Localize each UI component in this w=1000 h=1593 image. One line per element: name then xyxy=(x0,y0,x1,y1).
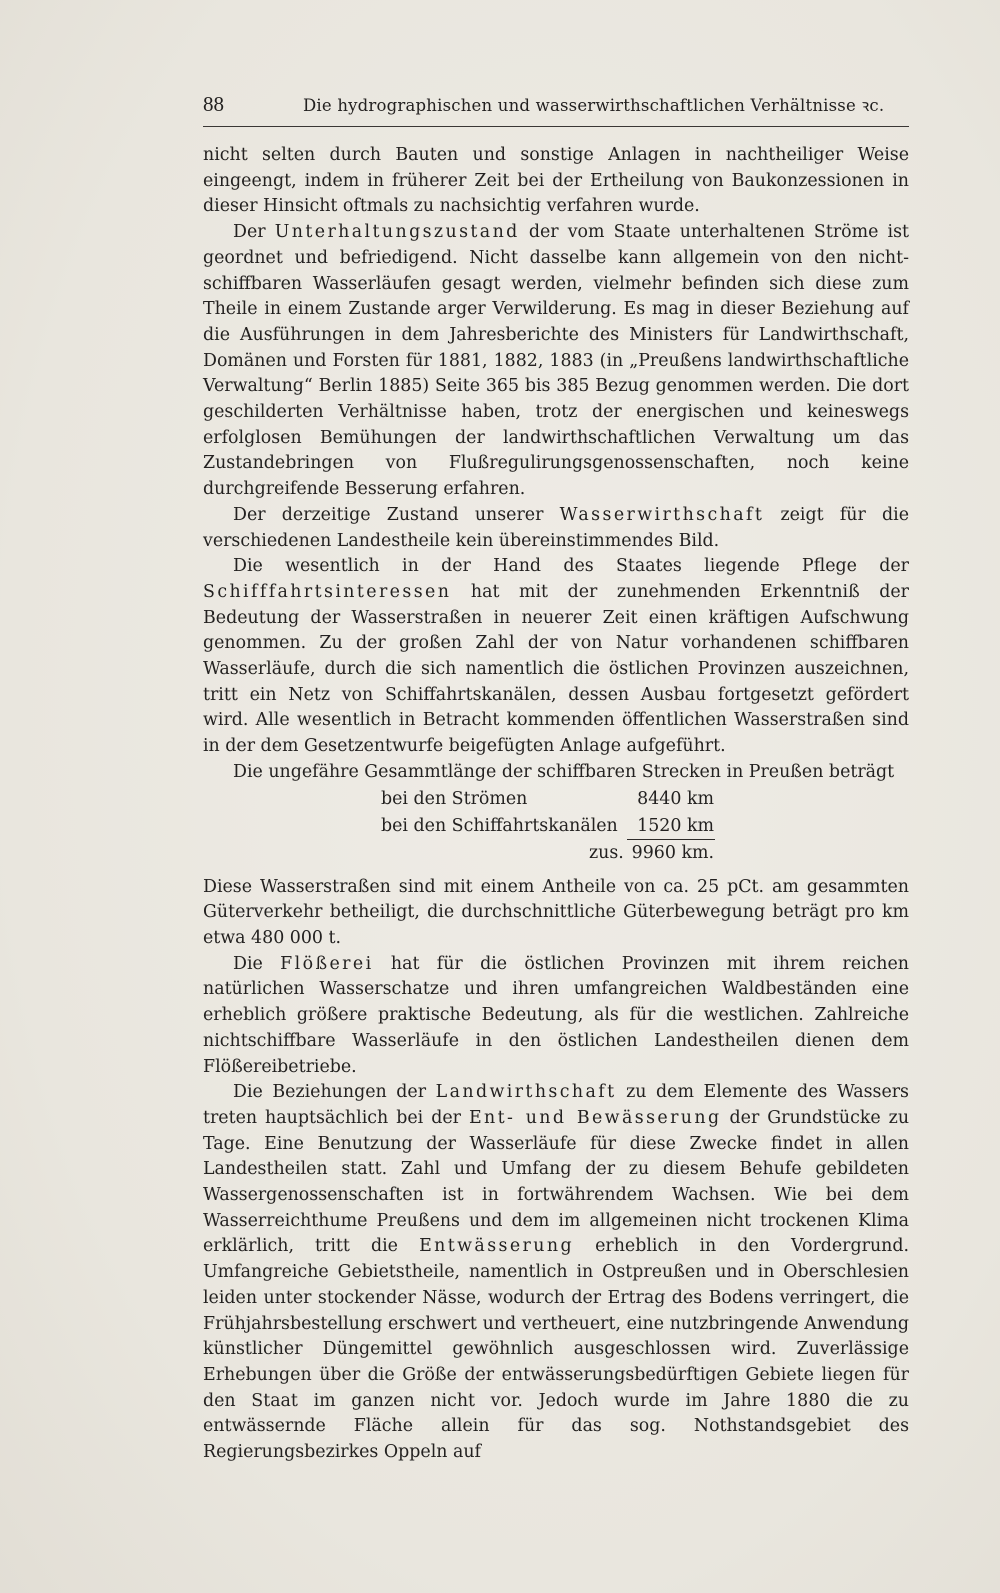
paragraph-1 xyxy=(203,143,909,220)
paragraph-8 xyxy=(203,1080,909,1466)
paragraph-3-emphasis: Wasserwirthschaft xyxy=(559,504,765,525)
paragraph-4-lead: Die wesentlich in der Hand des Staates liegende Pflege der xyxy=(233,556,909,577)
total-row xyxy=(203,840,909,875)
paragraph-8-mid: zu dem Elemente des Wassers treten hauptsächlich bei der xyxy=(203,1082,909,1128)
paragraph-4 xyxy=(203,554,909,760)
paragraph-2-text: der vom Staate unterhaltenen Ströme ist geordnet und befriedigend. Nicht dasselbe kann allgemein von den nicht-schiffbaren Wasserläufen gesagt werden, vielmehr befinden sich diese zum Theile in einem Zustande arger Verwilderung. Es mag in dieser Beziehung auf die Ausführungen in dem Jahresberichte des Ministers für Landwirthschaft, Domänen und Forsten für 1881, 1882, 1883 (in „Preußens landwirthschaftliche Verwaltung“ Berlin 1885) Seite 365 bis 385 Bezug genommen werden. Die dort geschilderten Verhältnisse haben, trotz der energischen und keineswegs erfolglosen Bemühungen der landwirthschaftlichen Verwaltung um das Zustandebringen von Flußregulirungsgenossenschaften, noch keine durchgreifende Besserung erfahren. xyxy=(203,222,910,500)
body-text xyxy=(203,143,909,1466)
page-header xyxy=(203,92,909,127)
paragraph-8-emphasis-2: Ent- und Bewässerung xyxy=(468,1107,722,1128)
total-value: 9960 km. xyxy=(631,842,714,863)
paragraph-8-text: der Grundstücke zu Tage. Eine Benutzung der Wasserläufe für diese Zwecke findet in allen Landestheilen statt. Zahl und Umfang der zu diesem Behufe gebildeten Wassergenossenschaften ist in fortwährendem Wachsen. Wie bei dem Wasserreichthume Preußens und dem im allgemeinen nicht trockenen Klima erklärlich, tritt die xyxy=(203,1107,910,1257)
paragraph-2 xyxy=(203,220,909,503)
paragraph-4-text: hat mit der zunehmenden Erkenntniß der Bedeutung der Wasserstraßen in neuerer Zeit einen kräftigen Aufschwung genommen. Zu der großen Zahl der von Natur vorhandenen schiffbaren Wasserläufe, durch die sich namentlich die östlichen Provinzen auszeichnen, tritt ein Netz von Schiffahrtskanälen, dessen Ausbau fortgesetzt gefördert wird. Alle wesentlich in Betracht kommenden öffentlichen Wasserstraßen sind in der dem Gesetzentwurfe beigefügten Anlage aufgeführt. xyxy=(203,581,909,757)
paragraph-2-lead: Der xyxy=(233,222,266,243)
paragraph-7-emphasis: Flößerei xyxy=(280,953,374,974)
paragraph-3-text: zeigt für die verschiedenen Landestheile kein übereinstimmendes Bild. xyxy=(203,504,909,551)
paragraph-3 xyxy=(203,503,909,554)
paragraph-7 xyxy=(203,952,909,1081)
row-value-rivers: 8440 km xyxy=(637,788,714,809)
row-label-rivers: bei den Strömen xyxy=(381,788,528,809)
paragraph-8-emphasis-1: Landwirthschaft xyxy=(435,1082,617,1103)
paragraph-3-lead: Der derzeitige Zustand unserer xyxy=(233,504,544,525)
paragraph-7-lead: Die xyxy=(233,953,263,974)
paragraph-5-text: Die ungefähre Gesammtlänge der schiffbaren Strecken in Preußen beträgt xyxy=(233,761,895,782)
table-row xyxy=(203,813,909,840)
paragraph-8-tail: erheblich in den Vordergrund. Umfangreiche Gebietstheile, namentlich in Ostpreußen und in Oberschlesien leiden unter stockender Nässe, wodurch der Ertrag des Bodens verringert, die Frühjahrsbestellung erschwert und vertheuert, eine nutzbringende Anwendung künstlicher Düngemittel gewöhnlich ausgeschlossen wird. Zuverlässige Erhebungen über die Größe der entwässerungsbedürftigen Gebiete liegen für den Staat im ganzen nicht vor. Jedoch wurde im Jahre 1880 die zu entwässernde Fläche allein für das sog. Nothstandsgebiet des Regierungsbezirkes Oppeln auf xyxy=(203,1236,910,1463)
paragraph-6 xyxy=(203,875,909,952)
paragraph-4-emphasis: Schifffahrtsinteressen xyxy=(203,581,452,602)
paragraph-8-lead: Die Beziehungen der xyxy=(233,1082,427,1103)
table-row xyxy=(203,786,909,813)
paragraph-7-text: hat für die östlichen Provinzen mit ihrem reichen natürlichen Wasserschatze und ihren umfangreichen Waldbeständen eine erheblich größere praktische Bedeutung, als für die westlichen. Zahlreiche nichtschiffbare Wasserläufe in den östlichen Landestheilen dienen dem Flößereibetriebe. xyxy=(203,953,910,1077)
paragraph-5 xyxy=(203,760,909,786)
paragraph-2-emphasis: Unterhaltungszustand xyxy=(274,222,520,243)
running-head: Die hydrographischen und wasserwirthschaftlichen Verhältnisse ꝛc. xyxy=(303,96,885,115)
paragraph-8-emphasis-3: Entwässerung xyxy=(419,1236,574,1257)
row-value-canals: 1520 km xyxy=(637,815,714,836)
paragraph-6-text: Diese Wasserstraßen sind mit einem Antheile von ca. 25 pCt. am gesammten Güterverkehr betheiligt, die durchschnittliche Güterbewegung beträgt pro km etwa 480 000 t. xyxy=(203,876,909,948)
length-table xyxy=(203,786,909,875)
total-label: zus. xyxy=(589,842,624,863)
paragraph-1-text: nicht selten durch Bauten und sonstige Anlagen in nachtheiliger Weise eingeengt, indem in früherer Zeit bei der Ertheilung von Baukonzessionen in dieser Hinsicht oftmals zu nachsichtig verfahren wurde. xyxy=(203,145,909,217)
page-number: 88 xyxy=(203,92,224,116)
row-label-canals: bei den Schiffahrtskanälen xyxy=(381,815,618,836)
